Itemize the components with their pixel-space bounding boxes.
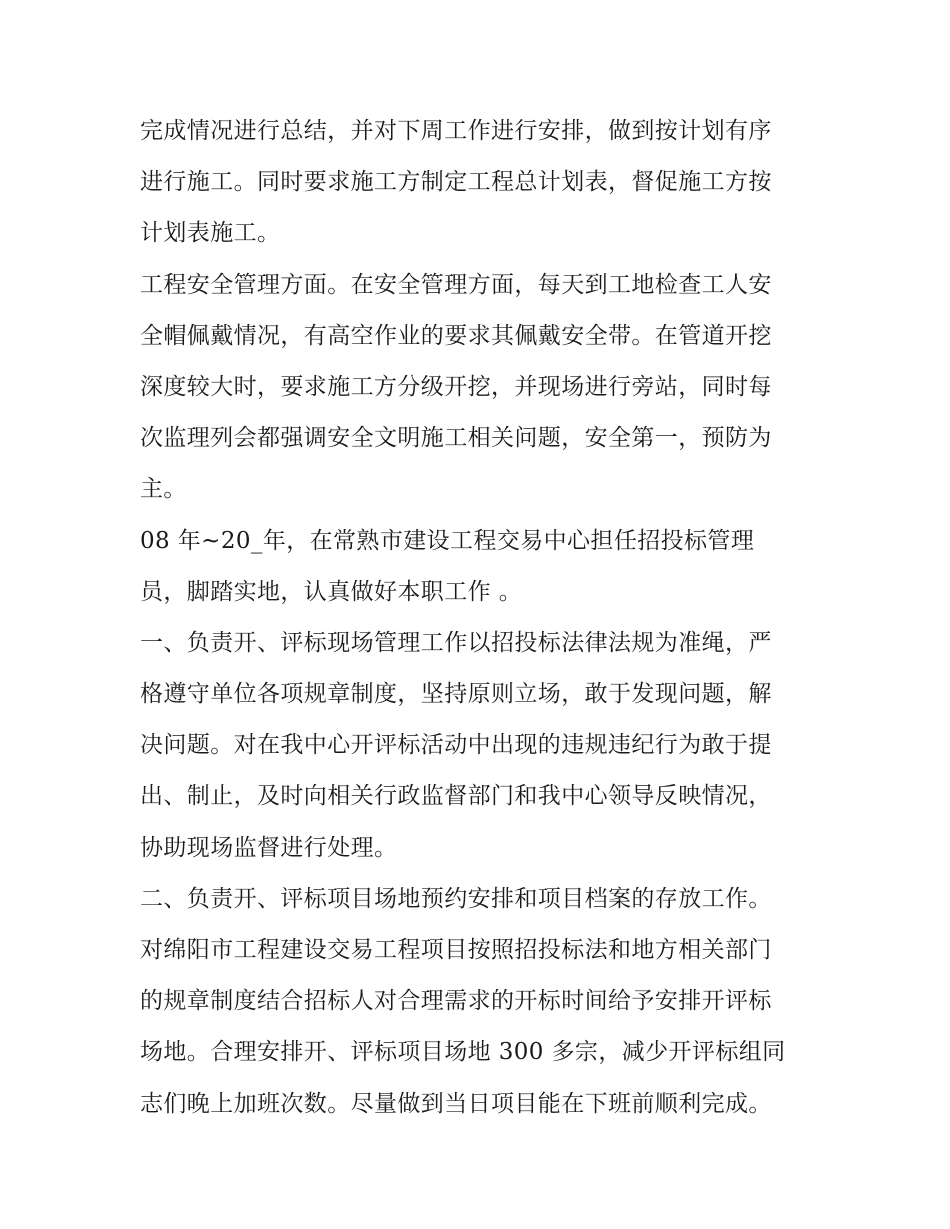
text-line: 二、负责开、评标项目场地预约安排和项目档案的存放工作。 bbox=[140, 885, 772, 912]
text-line: 志们晚上加班次数。尽量做到当日项目能在下班前顺利完成。 bbox=[140, 1090, 772, 1117]
text-line: 主。 bbox=[140, 476, 187, 503]
text-line: 格遵守单位各项规章制度，坚持原则立场，敢于发现问题，解 bbox=[140, 681, 772, 708]
text-line: 对绵阳市工程建设交易工程项目按照招投标法和地方相关部门 bbox=[140, 937, 772, 963]
text-line: 场地。合理安排开、评标项目场地 300 多宗，减少开评标组同 bbox=[140, 1039, 786, 1066]
text-line: 协助现场监督进行处理。 bbox=[140, 834, 398, 861]
document-body bbox=[140, 106, 812, 1130]
text-line: 次监理列会都强调安全文明施工相关问题，安全第一，预防为 bbox=[140, 425, 772, 452]
text-line: 决问题。对在我中心开评标活动中出现的违规违纪行为敢于提 bbox=[140, 732, 772, 759]
text-line: 计划表施工。 bbox=[140, 220, 281, 247]
text-line: 的规章制度结合招标人对合理需求的开标时间给予安排开评标 bbox=[140, 988, 772, 1015]
text-line: 进行施工。同时要求施工方制定工程总计划表，督促施工方按 bbox=[140, 169, 772, 196]
text-line: 出、制止，及时向相关行政监督部门和我中心领导反映情况， bbox=[140, 783, 772, 810]
text-line: 深度较大时，要求施工方分级开挖，并现场进行旁站，同时每 bbox=[140, 373, 772, 400]
text-line: 完成情况进行总结，并对下周工作进行安排，做到按计划有序 bbox=[140, 118, 772, 144]
text-line: 全帽佩戴情况，有高空作业的要求其佩戴安全带。在管道开挖 bbox=[140, 322, 772, 349]
text-line: 08 年~20_年，在常熟市建设工程交易中心担任招投标管理 bbox=[140, 527, 755, 554]
text-line: 一、负责开、评标现场管理工作以招投标法律法规为准绳，严 bbox=[140, 629, 772, 656]
text-line: 员，脚踏实地，认真做好本职工作 。 bbox=[140, 578, 523, 605]
text-line: 工程安全管理方面。在安全管理方面，每天到工地检查工人安 bbox=[140, 271, 772, 298]
